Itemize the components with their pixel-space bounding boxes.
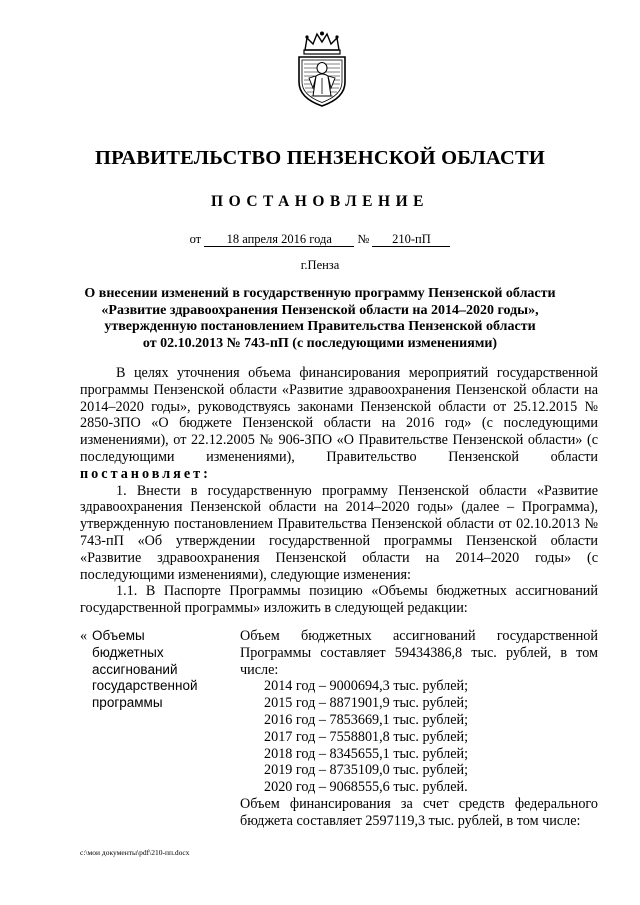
title-line: утвержденную постановлением Правительства Пензенской области [104,319,536,334]
title-line: от 02.10.2013 № 743-пП (с последующими изменениями) [142,335,498,351]
document-date: 18 апреля 2016 года [204,233,354,247]
year-budget-line: 2014 год – 9000694,3 тыс. рублей; [264,678,469,695]
federal-budget-text: Объем финансирования за счет средств федерального бюджета составляет 2597119,3 тыс. рублей, в том числе: [240,795,598,829]
year-budget-line: 2018 год – 8345655,1 тыс. рублей; [264,745,469,762]
year-budget-line: 2015 год – 8871901,9 тыс. рублей; [264,695,469,712]
left-cell-line: бюджетных [92,644,164,660]
left-cell-line: программы [92,695,163,711]
file-path-footer: c:\мои документы\pdf\210-пп.docx [80,848,190,857]
title-line: «Развитие здравоохранения Пензенской области на 2014–2020 годы», [101,302,539,318]
date-prefix: от [189,232,202,246]
left-cell-line: ассигнований [92,661,178,677]
coat-of-arms-emblem [291,30,353,108]
year-budget-line: 2017 год – 7558801,8 тыс. рублей; [264,728,469,745]
left-cell-line: государственной [92,678,198,694]
organization-title: ПРАВИТЕЛЬСТВО ПЕНЗЕНСКОЙ ОБЛАСТИ [95,147,545,169]
table-left-cell [92,628,232,712]
document-title [60,286,580,352]
clause-1-paragraph: 1. Внести в государственную программу Пензенской области «Развитие здравоохранения Пензенской области на 2014–2020 годы» (далее – Программа), утвержденную постановлением Правительства Пензенской области от 02.10.2013 № 743-пП «Об утверждении государственной программы Пензенской области «Развитие здравоохранения Пензенской области на 2014–2020 годы» (с последующими изменениями), следующие изменения: [80,482,598,583]
document-type: ПОСТАНОВЛЕНИЕ [211,193,429,210]
year-budget-line: 2019 год – 8735109,0 тыс. рублей; [264,762,469,779]
resolves-word: постановляет: [80,465,211,482]
budget-intro: Объем бюджетных ассигнований государственной Программы составляет 59434386,8 тыс. рублей, в том числе: [240,628,598,678]
document-number: 210-пП [372,233,450,247]
document-body [80,365,598,617]
preamble-text: В целях уточнения объема финансирования мероприятий государственной программы Пензенской области «Развитие здравоохранения Пензенской области на 2014–2020 годы», руководствуясь законами Пензенской области от 25.12.2015 № 2850-ЗПО «О бюджете Пензенской области на 2016 год» (с последующими изменениями), от 22.12.2005 № 906-ЗПО «О Правительстве Пензенской области» (с последующими изменениями), Правительство Пензенской области [80,365,598,465]
title-line: О внесении изменений в государственную программу Пензенской области [84,286,556,301]
year-budget-line: 2016 год – 7853669,1 тыс. рублей; [264,711,469,728]
table-right-cell [240,628,598,830]
preamble-paragraph [80,365,598,483]
open-quote: « [80,628,88,644]
city: г.Пенза [300,258,340,272]
number-prefix: № [357,232,370,246]
date-number-line [0,232,640,247]
clause-1-1-paragraph: 1.1. В Паспорте Программы позицию «Объемы бюджетных ассигнований государственной программы» изложить в следующей редакции: [80,583,598,617]
left-cell-line: Объемы [92,628,145,643]
year-budget-line: 2020 год – 9068555,6 тыс. рублей. [264,779,468,796]
